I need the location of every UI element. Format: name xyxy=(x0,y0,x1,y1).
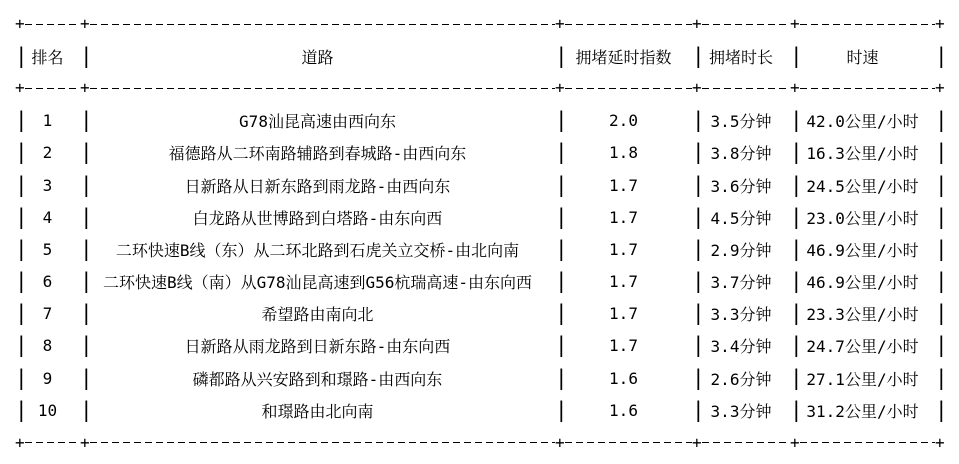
cell-rank: 3 xyxy=(42,175,53,195)
cell-speed: 24.7公里/小时 xyxy=(806,337,919,357)
cell-congestion-duration: 3.7分钟 xyxy=(710,273,772,293)
cell-road: 日新路从雨龙路到日新东路-由东向西 xyxy=(184,337,451,357)
cell-road: 福德路从二环南路辅路到春城路-由西向东 xyxy=(168,144,467,164)
horizontal-border xyxy=(25,24,80,25)
cell-rank: 2 xyxy=(42,143,53,163)
col-header-road: 道路 xyxy=(301,47,334,67)
cell-rank: 10 xyxy=(37,400,58,420)
table-row: | 6 | 二环快速B线（南）从G78汕昆高速到G56杭瑞高速-由东向西 | 1.7 | 3.7分钟 | 46.9公里/小时 | xyxy=(15,269,948,294)
cell-congestion-index: 1.7 xyxy=(609,207,638,227)
col-header-rank: 排名 xyxy=(31,47,64,67)
cell-road: 日新路从日新东路到雨龙路-由西向东 xyxy=(184,176,451,196)
horizontal-border xyxy=(25,442,80,443)
horizontal-border xyxy=(800,442,935,443)
table-row: | 4 | 白龙路从世博路到白塔路-由东向西 | 1.7 | 4.5分钟 | 23.0公里/小时 | xyxy=(15,204,948,229)
cell-speed: 24.5公里/小时 xyxy=(806,176,919,196)
table-row: | 7 | 希望路由南向北 | 1.7 | 3.3分钟 | 23.3公里/小时 | xyxy=(15,301,948,326)
horizontal-border xyxy=(702,24,790,25)
cell-speed: 46.9公里/小时 xyxy=(806,240,919,260)
table-border-bottom: + + + + + + xyxy=(15,432,945,452)
cell-congestion-duration: 3.5分钟 xyxy=(710,112,772,132)
table-row: | 3 | 日新路从日新东路到雨龙路-由西向东 | 1.7 | 3.6分钟 | 24.5公里/小时 | xyxy=(15,172,948,197)
cell-congestion-index: 1.6 xyxy=(609,368,638,388)
table-row: | 10 | 和璟路由北向南 | 1.6 | 3.3分钟 | 31.2公里/小时 | xyxy=(15,397,948,422)
horizontal-border xyxy=(800,24,935,25)
cell-speed: 31.2公里/小时 xyxy=(806,401,919,421)
table-border-header-separator: + + + + + + xyxy=(15,78,945,98)
horizontal-border xyxy=(702,442,790,443)
horizontal-border xyxy=(702,88,790,89)
cell-speed: 16.3公里/小时 xyxy=(806,144,919,164)
table-header-row: | 排名 | 道路 | 拥堵延时指数 | 拥堵时长 | 时速 | xyxy=(15,43,948,68)
cell-road: 磷都路从兴安路到和璟路-由西向东 xyxy=(192,369,443,389)
cell-congestion-index: 2.0 xyxy=(609,111,638,131)
table-row: | 5 | 二环快速B线（东）从二环北路到石虎关立交桥-由北向南 | 1.7 | 2.9分钟 | 46.9公里/小时 | xyxy=(15,236,948,261)
horizontal-border xyxy=(565,24,692,25)
cell-rank: 7 xyxy=(42,304,53,324)
table-row: | 1 | G78汕昆高速由西向东 | 2.0 | 3.5分钟 | 42.0公里/小时 | xyxy=(15,108,948,133)
cell-road: 和璟路由北向南 xyxy=(261,401,374,421)
cell-congestion-index: 1.7 xyxy=(609,175,638,195)
horizontal-border xyxy=(800,88,935,89)
table-row: | 2 | 福德路从二环南路辅路到春城路-由西向东 | 1.8 | 3.8分钟 | 16.3公里/小时 | xyxy=(15,140,948,165)
cell-congestion-duration: 3.8分钟 xyxy=(710,144,772,164)
col-header-congestion-index: 拥堵延时指数 xyxy=(575,47,672,67)
table-row: | 9 | 磷都路从兴安路到和璟路-由西向东 | 1.6 | 2.6分钟 | 27.1公里/小时 | xyxy=(15,365,948,390)
horizontal-border xyxy=(90,88,555,89)
cell-rank: 9 xyxy=(42,368,53,388)
cell-congestion-index: 1.6 xyxy=(609,400,638,420)
cell-congestion-duration: 2.6分钟 xyxy=(710,369,772,389)
cell-road: 希望路由南向北 xyxy=(261,305,374,325)
cell-congestion-duration: 2.9分钟 xyxy=(710,240,772,260)
cell-congestion-duration: 3.3分钟 xyxy=(710,401,772,421)
cell-congestion-duration: 3.6分钟 xyxy=(710,176,772,196)
cell-congestion-index: 1.7 xyxy=(609,304,638,324)
col-header-congestion-duration: 拥堵时长 xyxy=(708,47,773,67)
cell-congestion-index: 1.7 xyxy=(609,336,638,356)
cell-road: 白龙路从世博路到白塔路-由东向西 xyxy=(192,208,443,228)
table-body xyxy=(15,105,959,427)
table-border-top: + + + + + + xyxy=(15,14,945,34)
cell-congestion-duration: 3.4分钟 xyxy=(710,337,772,357)
cell-rank: 4 xyxy=(42,207,53,227)
cell-road: 二环快速B线（东）从二环北路到石虎关立交桥-由北向南 xyxy=(115,240,520,260)
cell-rank: 5 xyxy=(42,239,53,259)
cell-congestion-index: 1.7 xyxy=(609,272,638,292)
cell-speed: 23.3公里/小时 xyxy=(806,305,919,325)
horizontal-border xyxy=(90,442,555,443)
cell-congestion-duration: 3.3分钟 xyxy=(710,305,772,325)
cell-congestion-index: 1.8 xyxy=(609,143,638,163)
horizontal-border xyxy=(25,88,80,89)
col-header-speed: 时速 xyxy=(846,47,879,67)
horizontal-border xyxy=(90,24,555,25)
cell-speed: 46.9公里/小时 xyxy=(806,273,919,293)
cell-rank: 1 xyxy=(42,111,53,131)
cell-congestion-duration: 4.5分钟 xyxy=(710,208,772,228)
horizontal-border xyxy=(565,88,692,89)
cell-speed: 23.0公里/小时 xyxy=(806,208,919,228)
cell-speed: 42.0公里/小时 xyxy=(806,112,919,132)
cell-rank: 8 xyxy=(42,336,53,356)
table-row: | 8 | 日新路从雨龙路到日新东路-由东向西 | 1.7 | 3.4分钟 | 24.7公里/小时 | xyxy=(15,333,948,358)
cell-speed: 27.1公里/小时 xyxy=(806,369,919,389)
horizontal-border xyxy=(565,442,692,443)
cell-road: G78汕昆高速由西向东 xyxy=(239,112,396,132)
cell-road: 二环快速B线（南）从G78汕昆高速到G56杭瑞高速-由东向西 xyxy=(102,273,533,293)
cell-rank: 6 xyxy=(42,272,53,292)
cell-congestion-index: 1.7 xyxy=(609,239,638,259)
